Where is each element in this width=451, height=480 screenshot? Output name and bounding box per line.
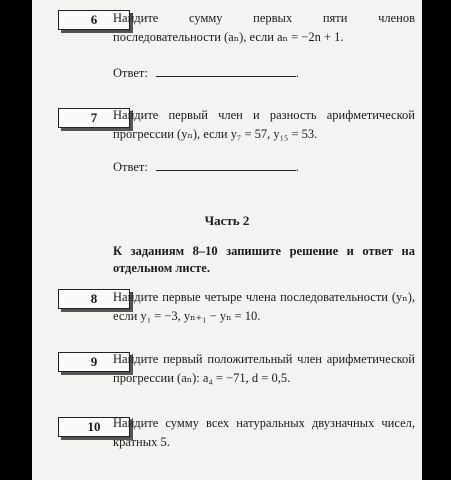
- answer-line[interactable]: [156, 64, 296, 77]
- task-7-answer: Ответ: .: [113, 160, 299, 174]
- task-9-number: 9: [58, 352, 130, 372]
- task-6-number: 6: [58, 10, 130, 30]
- task-9-text: Найдите первый положительный член арифметической прогрессии (aₙ): a₄ = −71, d = 0,5.: [113, 352, 415, 385]
- task-6-text: Найдите сумму первых пяти членов последовательности (aₙ), если aₙ = −2n + 1.: [113, 11, 415, 44]
- task-7-text: Найдите первый член и разность арифметической прогрессии (yₙ), если y₇ = 57, y₁₅ = 53.: [113, 108, 415, 141]
- task-6-answer: Ответ: .: [113, 66, 299, 80]
- answer-line[interactable]: [156, 158, 296, 171]
- task-8-number: 8: [58, 289, 130, 309]
- worksheet-page: [32, 0, 422, 480]
- part-instruction: К заданиям 8–10 запишите решение и ответ на отдельном листе.: [113, 244, 415, 275]
- task-10-number: 10: [58, 417, 130, 437]
- part-title: Часть 2: [204, 213, 250, 228]
- task-7-number: 7: [58, 108, 130, 128]
- task-10-text: Найдите сумму всех натуральных двузначных чисел, кратных 5.: [113, 416, 415, 449]
- task-8-text: Найдите первые четыре члена последовательности (yₙ), если y₁ = −3, yₙ₊₁ − yₙ = 10.: [113, 290, 415, 323]
- answer-label: Ответ:: [113, 66, 148, 80]
- answer-label: Ответ:: [113, 160, 148, 174]
